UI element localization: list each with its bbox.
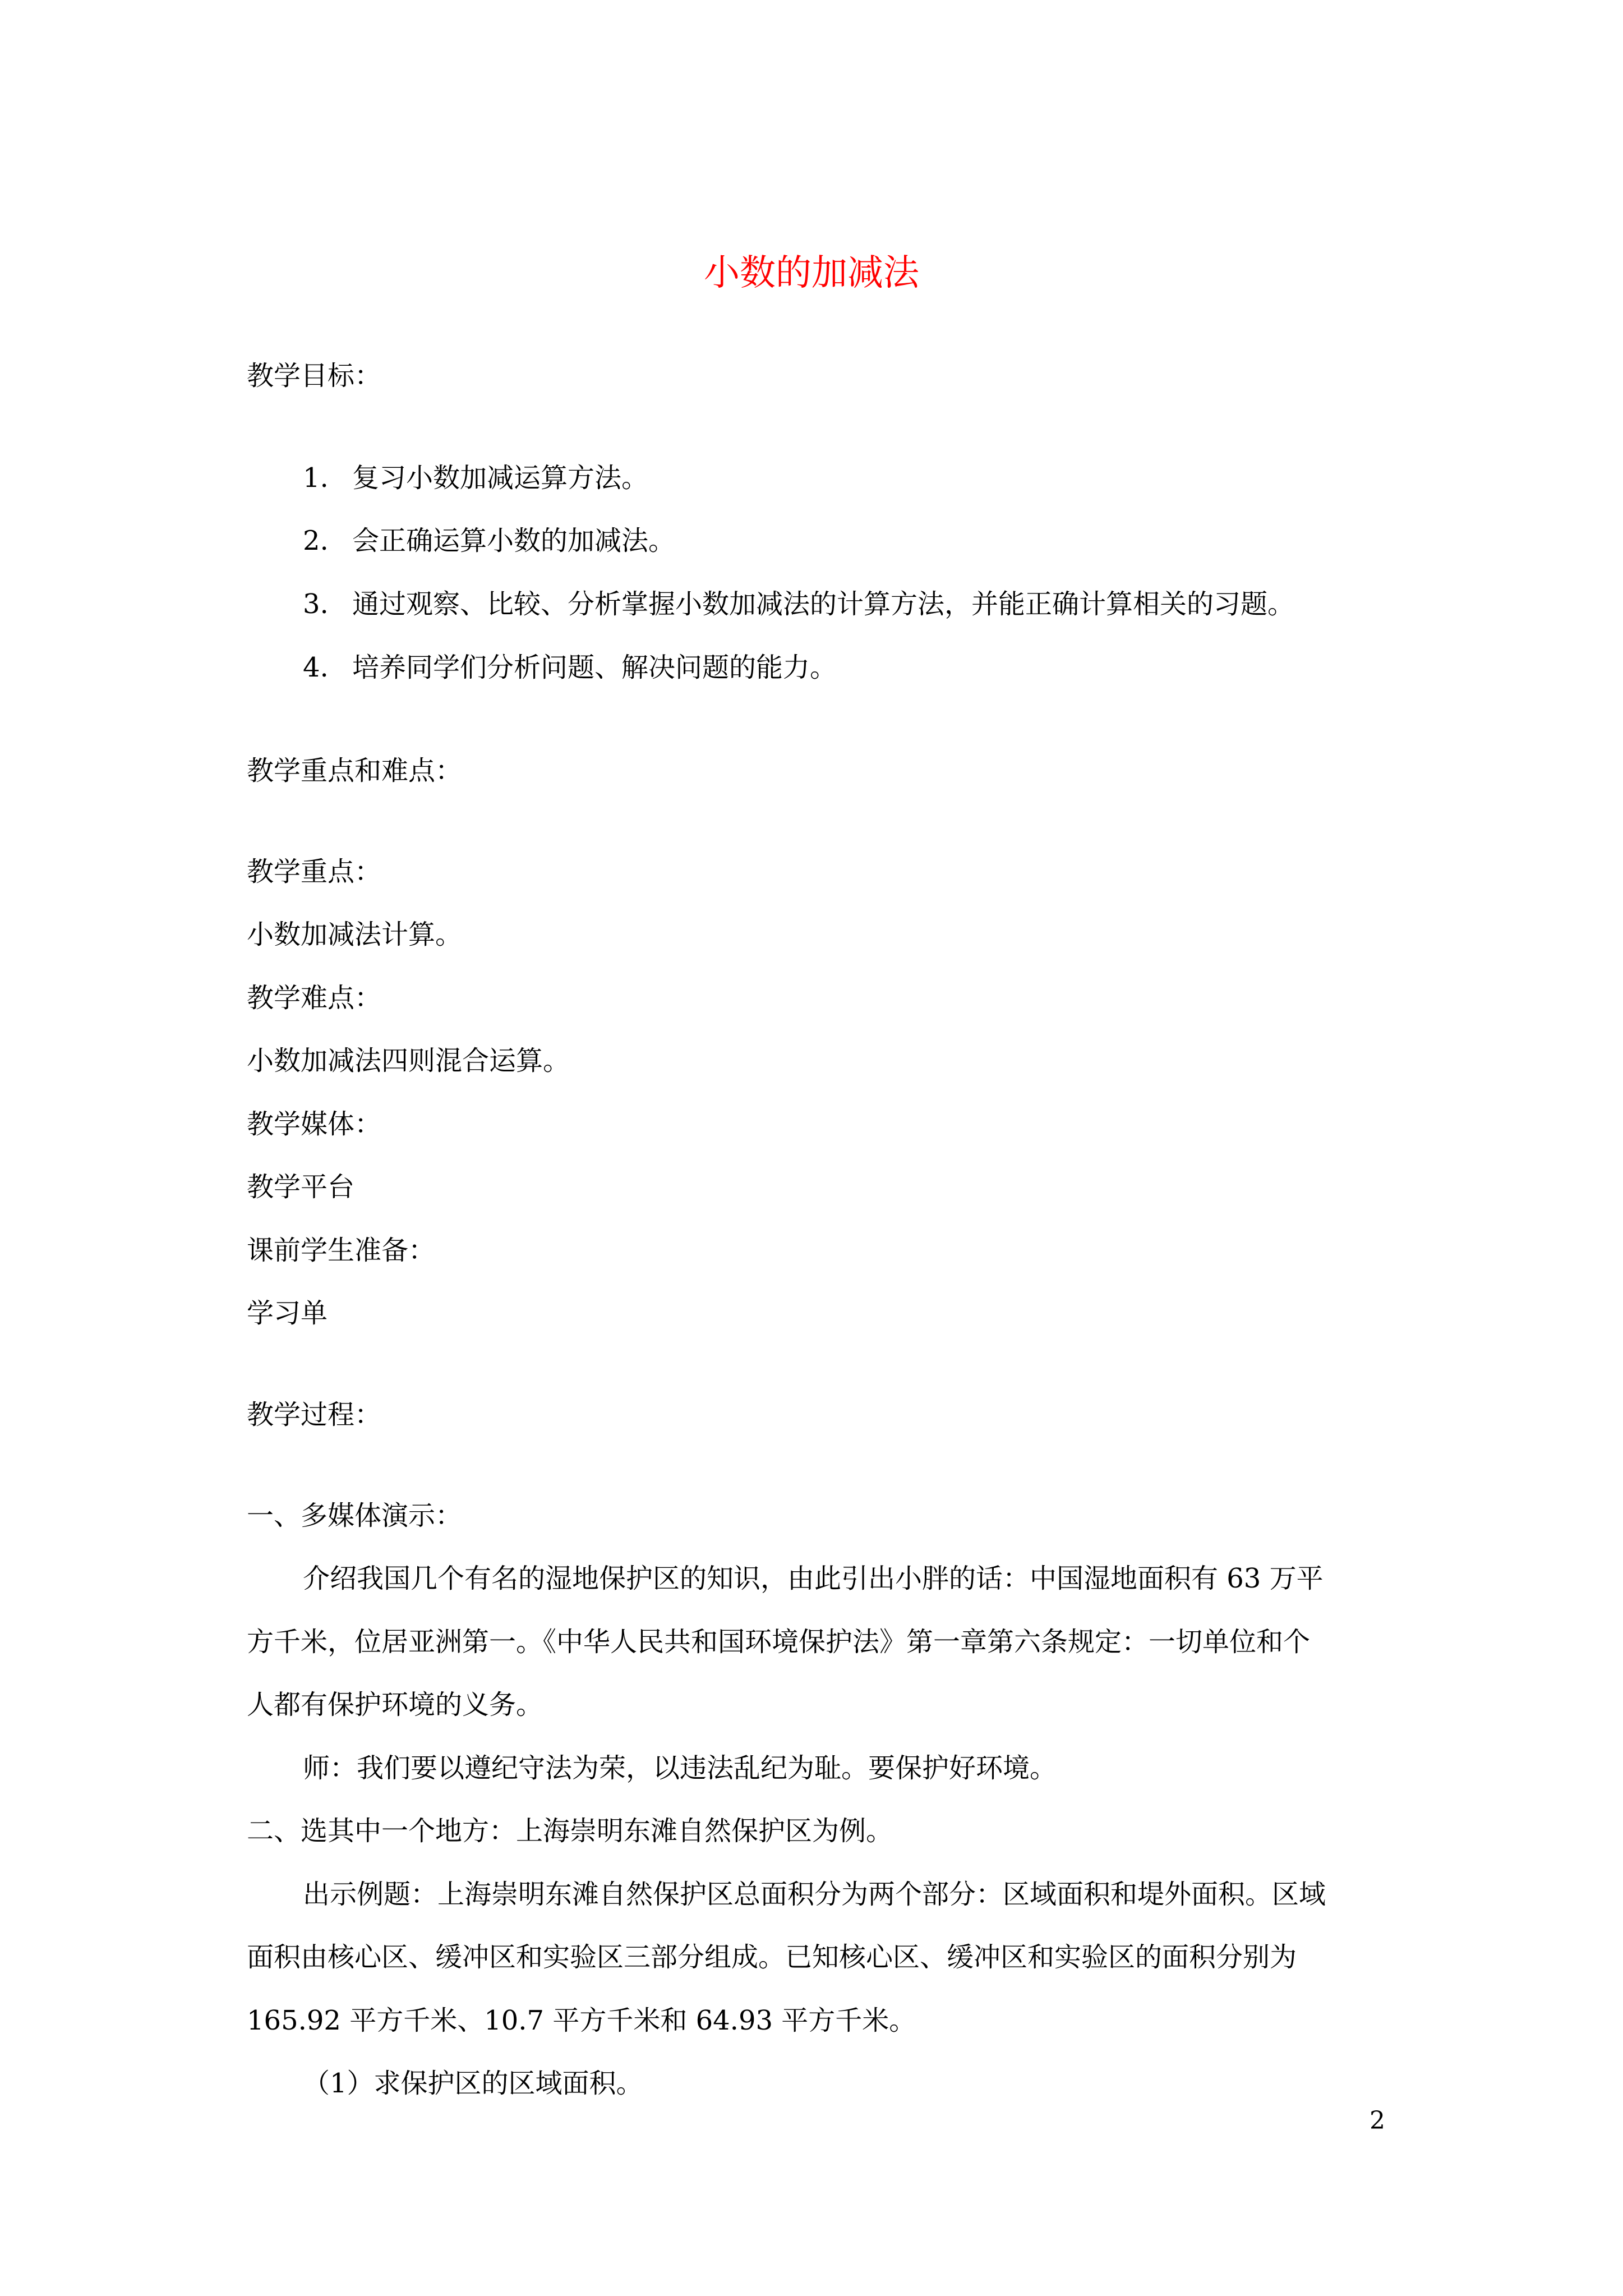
- key-heading: 教学重点：: [247, 856, 382, 887]
- section1-paragraph-line: 介绍我国几个有名的湿地保护区的知识，由此引出小胖的话：中国湿地面积有 63 万平: [303, 1563, 1324, 1594]
- goal-item-3: [303, 587, 1294, 621]
- document-title: 小数的加减法: [704, 252, 919, 294]
- example-line: 165.92 平方千米、10.7 平方千米和 64.93 平方千米。: [247, 2005, 916, 2036]
- section1-heading: 一、多媒体演示：: [247, 1500, 463, 1531]
- goal-text: 通过观察、比较、分析掌握小数加减法的计算方法，并能正确计算相关的习题。: [352, 588, 1295, 620]
- section2-heading: 二、选其中一个地方：上海崇明东滩自然保护区为例。: [247, 1815, 893, 1847]
- prep-heading: 课前学生准备：: [247, 1235, 436, 1266]
- section1-paragraph-line: 方千米，位居亚洲第一。《中华人民共和国环境保护法》第一章第六条规定：一切单位和个: [247, 1626, 1311, 1658]
- example-line: 面积由核心区、缓冲区和实验区三部分组成。已知核心区、缓冲区和实验区的面积分别为: [247, 1941, 1297, 1973]
- goal-text: 会正确运算小数的加减法。: [352, 525, 676, 556]
- goal-number: 2.: [303, 525, 329, 556]
- section1-paragraph-line: 人都有保护环境的义务。: [247, 1689, 543, 1720]
- question-1: （1）求保护区的区域面积。: [303, 2068, 643, 2099]
- goal-number: 4.: [303, 652, 329, 683]
- media-text: 教学平台: [247, 1171, 355, 1203]
- media-heading: 教学媒体：: [247, 1108, 382, 1140]
- goal-text: 培养同学们分析问题、解决问题的能力。: [352, 652, 837, 683]
- key-text: 小数加减法计算。: [247, 919, 463, 950]
- goal-item-1: [303, 461, 648, 495]
- example-line: 出示例题：上海崇明东滩自然保护区总面积分为两个部分：区域面积和堤外面积。区域: [303, 1879, 1326, 1910]
- goal-text: 复习小数加减运算方法。: [352, 462, 649, 494]
- process-heading: 教学过程：: [247, 1399, 382, 1430]
- page-number: 2: [1370, 2106, 1385, 2135]
- goal-number: 1.: [303, 462, 329, 494]
- key-difficult-heading: 教学重点和难点：: [247, 755, 463, 786]
- difficult-text: 小数加减法四则混合运算。: [247, 1045, 570, 1076]
- goal-number: 3.: [303, 588, 329, 620]
- teacher-line: 师：我们要以遵纪守法为荣，以违法乱纪为耻。要保护好环境。: [303, 1752, 1057, 1784]
- goal-item-2: [303, 524, 675, 558]
- prep-text: 学习单: [247, 1297, 328, 1329]
- goals-heading: 教学目标：: [247, 360, 382, 392]
- goal-item-4: [303, 651, 837, 684]
- difficult-heading: 教学难点：: [247, 982, 382, 1014]
